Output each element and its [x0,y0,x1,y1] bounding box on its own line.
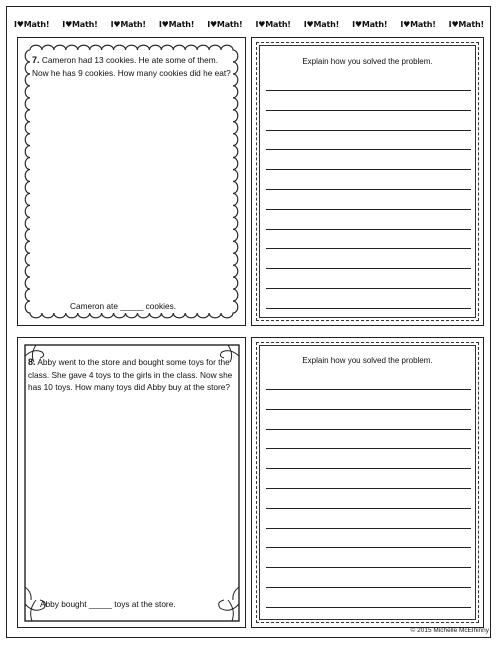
writing-line [266,90,471,91]
writing-line [266,110,471,111]
writing-line [266,288,471,289]
banner [14,20,484,34]
scallop-path [25,45,238,318]
writing-line [266,229,471,230]
writing-line [266,508,471,509]
writing-line [266,528,471,529]
explain-panel-1 [251,37,484,326]
writing-line [266,607,471,608]
writing-line [266,189,471,190]
writing-line [266,448,471,449]
banner-item: I♥Math! [14,20,50,29]
writing-line [266,389,471,390]
explain-prompt: Explain how you solved the problem. [302,356,433,365]
writing-line [266,248,471,249]
banner-item: I♥Math! [352,20,388,29]
banner-item: I♥Math! [448,20,484,29]
problem-7-text [32,54,232,79]
banner-item: I♥Math! [303,20,340,29]
problem-number: 7. [32,55,40,65]
writing-line [266,547,471,548]
explain-panel-2 [251,337,484,628]
copyright: © 2015 Michelle McElhinny [410,627,489,634]
writing-line [266,429,471,430]
writing-line [266,567,471,568]
banner-item: I♥Math! [207,20,243,29]
banner-item: I♥Math! [255,20,291,29]
explain-prompt: Explain how you solved the problem. [302,57,433,66]
writing-line [266,169,471,170]
writing-line [266,130,471,131]
inner-frame [259,45,476,318]
inner-frame [259,345,476,620]
writing-line [266,488,471,489]
writing-line [266,409,471,410]
writing-line [266,268,471,269]
problem-8-panel [17,337,246,628]
writing-line [266,209,471,210]
writing-line [266,468,471,469]
problem-number: 8. [28,357,36,367]
problem-7-panel [17,37,246,326]
banner-item: I♥Math! [62,20,98,29]
writing-line [266,149,471,150]
answer-line-7: Cameron ate _____ cookies. [70,301,177,311]
banner-item: I♥Math! [110,20,146,29]
problem-body: Abby went to the store and bought some toys for the class. She gave 4 toys to the girls in the class. Now she has 10 toys. How many toys did Abby buy at the store? [28,357,233,392]
banner-item: I♥Math! [400,20,436,29]
banner-item: I♥Math! [158,20,195,29]
answer-line-8: Abby bought _____ toys at the store. [40,599,176,609]
scalloped-frame [24,44,239,319]
writing-line [266,308,471,309]
problem-body: Cameron had 13 cookies. He ate some of them. Now he has 9 cookies. How many cookies did he eat? [32,55,231,78]
writing-line [266,587,471,588]
problem-8-text [28,356,233,394]
